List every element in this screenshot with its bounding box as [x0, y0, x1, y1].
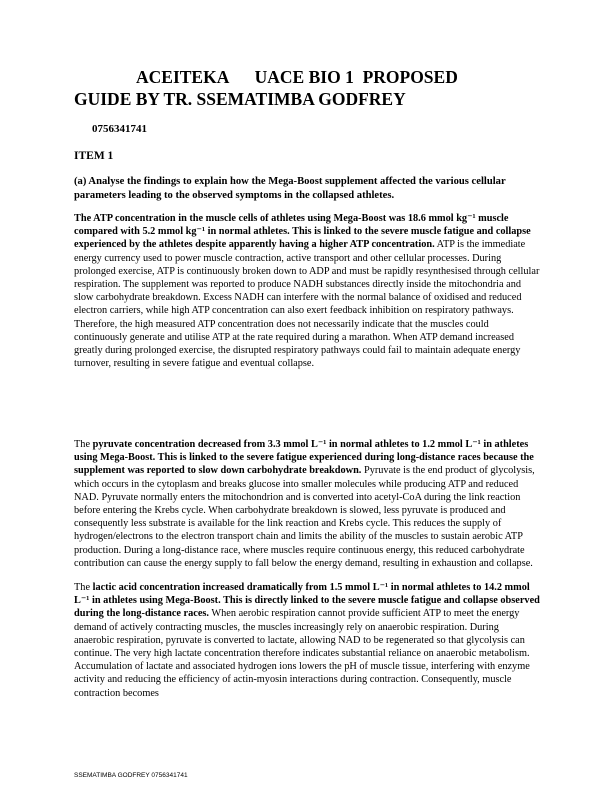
paragraph-pyruvate-text: Pyruvate is the end product of glycolysis, which occurs in the cytoplasm and breaks glucose into smaller molecules while producing ATP and reduced NAD. Pyruvate normally enters the mitochondrion and is converted into acetyl-CoA during the link reaction before entering the Krebs cycle. When carbohydrate breakdown is slowed, less pyruvate is produced and consequently less substrate is available for the link reaction and Krebs cycle. This reduces the supply of hydrogen/electrons to the electron transport chain and limits the ability of the muscles to sustain aerobic ATP production. During a long-distance race, where muscles require continuous energy, this reduced carbohydrate contribution can cause the energy supply to fall below the energy demand, resulting in exhaustion and collapse. — [74, 465, 535, 569]
title-line-1: ACEITEKA UACE BIO 1 PROPOSED — [136, 67, 458, 87]
paragraph-atp-bold: The ATP concentration in the muscle cells of athletes using Mega-Boost was 18.6 mmol kg⁻¹ muscle compared with 5.2 mmol kg⁻¹ in normal athletes. This is linked to the severe muscle fatigue and collapse experienced by the athletes despite apparently having a higher ATP concentration. — [74, 213, 531, 251]
paragraph-pyruvate-bold: pyruvate concentration decreased from 3.3 mmol L⁻¹ in normal athletes to 1.2 mmol L⁻¹ in athletes using Mega-Boost. This is linked to the severe fatigue experienced during long-distance races because the supplement was reported to slow down carbohydrate breakdown. — [74, 439, 534, 477]
paragraph-lactic-bold: lactic acid concentration increased dramatically from 1.5 mmol L⁻¹ in normal athletes to 14.2 mmol L⁻¹ in athletes using Mega-Boost. This is directly linked to the severe muscle fatigue and collapse observed during the long-distance races. — [74, 582, 540, 620]
item-label: ITEM 1 — [74, 150, 114, 162]
paragraph-atp-text: ATP is the immediate energy currency used to power muscle contraction, active transport and other cellular processes. During prolonged exercise, ATP is continuously broken down to ADP and must be rapidly resynthesised through cellular respiration. The supplement was reported to produce NADH substances directly inside the mitochondria and slow carbohydrate breakdown. Excess NADH can interfere with the normal balance of oxidised and reduced electron carriers, while high ATP concentration can also exert feedback inhibition on respiratory pathways. Therefore, the high measured ATP concentration does not necessarily indicate that the muscles could continuously generate and utilise ATP at the rate required during a marathon. When ATP demand increased greatly during prolonged exercise, the disrupted respiratory pathways could fail to maintain adequate energy turnover, resulting in severe fatigue and eventual collapse. — [74, 239, 540, 370]
paragraph-pyruvate — [74, 438, 540, 570]
paragraph-lactic-text: When aerobic respiration cannot provide sufficient ATP to meet the energy demand of actively contracting muscles, the muscles increasingly rely on anaerobic respiration. During anaerobic respiration, pyruvate is converted to lactate, allowing NAD to be regenerated so that glycolysis can continue. The very high lactate concentration therefore indicates substantial reliance on anaerobic metabolism. Accumulation of lactate and associated hydrogen ions lowers the pH of muscle tissue, interfering with enzyme activity and reducing the efficiency of actin-myosin interactions during contraction. Consequently, muscle contraction becomes — [74, 608, 530, 699]
paragraph-lactic-lead: The — [74, 582, 93, 593]
page-footer: SSEMATIMBA GODFREY 0756341741 — [74, 772, 188, 779]
paragraph-atp — [74, 212, 540, 370]
document-title — [74, 66, 544, 110]
phone-number: 0756341741 — [92, 123, 147, 135]
question-a: (a) Analyse the findings to explain how the Mega-Boost supplement affected the various cellular parameters leading to the observed symptoms in the collapsed athletes. — [74, 176, 506, 201]
title-line-2: GUIDE BY TR. SSEMATIMBA GODFREY — [74, 89, 406, 109]
paragraph-pyruvate-lead: The — [74, 439, 93, 450]
paragraph-lactic-acid — [74, 581, 540, 700]
